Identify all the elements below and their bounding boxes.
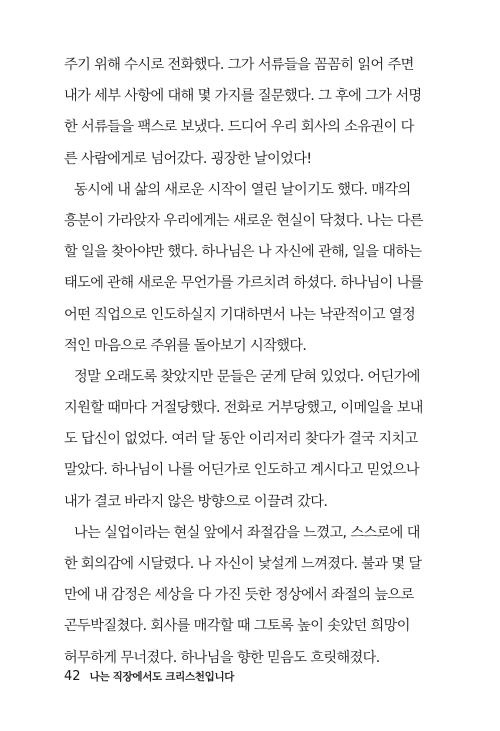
paragraph-1	[64, 50, 446, 175]
text-line: 지원할 때마다 거절당했다. 전화로 거부당했고, 이메일을 보내	[64, 400, 423, 417]
text-line: 나는 실업이라는 현실 앞에서 좌절감을 느꼈고, 스스로에 대	[74, 524, 420, 541]
text-line: 태도에 관해 새로운 무언가를 가르치려 하셨다. 하나님이 나를	[64, 275, 423, 292]
text-line: 도 답신이 없었다. 여러 달 동안 이리저리 찾다가 결국 지치고	[64, 431, 418, 448]
text-line: 동시에 내 삶의 새로운 시작이 열린 날이기도 했다. 매각의	[74, 181, 411, 198]
text-line: 른 사람에게로 넘어갔다. 굉장한 날이었다!	[64, 150, 312, 167]
text-line: 적인 마음으로 주위를 돌아보기 시작했다.	[64, 337, 307, 354]
text-line: 정말 오래도록 찾았지만 문들은 굳게 닫혀 있었다. 어딘가에	[74, 368, 420, 385]
body-text	[64, 50, 446, 674]
page-number: 42	[64, 669, 81, 684]
text-line: 할 일을 찾아야만 했다. 하나님은 나 자신에 관해, 일을 대하는	[64, 244, 422, 261]
paragraph-2	[64, 175, 446, 362]
text-line: 한 서류들을 팩스로 보냈다. 드디어 우리 회사의 소유권이 다	[64, 119, 414, 136]
text-line: 내가 결코 바라지 않은 방향으로 이끌려 갔다.	[64, 493, 328, 510]
text-line: 어떤 직업으로 인도하실지 기대하면서 나는 낙관적이고 열정	[64, 306, 416, 323]
paragraph-4	[64, 518, 446, 674]
paragraph-3	[64, 362, 446, 518]
running-title: 나는 직장에서도 크리스천입니다	[89, 671, 235, 683]
text-line: 주기 위해 수시로 전화했다. 그가 서류들을 꼼꼼히 읽어 주면	[64, 57, 414, 73]
text-line: 한 회의감에 시달렸다. 나 자신이 낯설게 느껴졌다. 불과 몇 달	[64, 556, 422, 572]
text-line: 내가 세부 사항에 대해 몇 가지를 질문했다. 그 후에 그가 서명	[64, 88, 422, 105]
page-footer	[64, 665, 234, 685]
text-line: 곤두박질쳤다. 회사를 매각할 때 그토록 높이 솟았던 희망이	[64, 618, 410, 635]
text-line: 허무하게 무너졌다. 하나님을 향한 믿음도 흐릿해졌다.	[64, 649, 380, 666]
text-line: 만에 내 감정은 세상을 다 가진 듯한 정상에서 좌절의 늪으로	[64, 587, 414, 604]
text-line: 흥분이 가라앉자 우리에게는 새로운 현실이 닥쳤다. 나는 다른	[64, 212, 423, 229]
text-line: 말았다. 하나님이 나를 어딘가로 인도하고 계시다고 믿었으나	[64, 462, 419, 479]
